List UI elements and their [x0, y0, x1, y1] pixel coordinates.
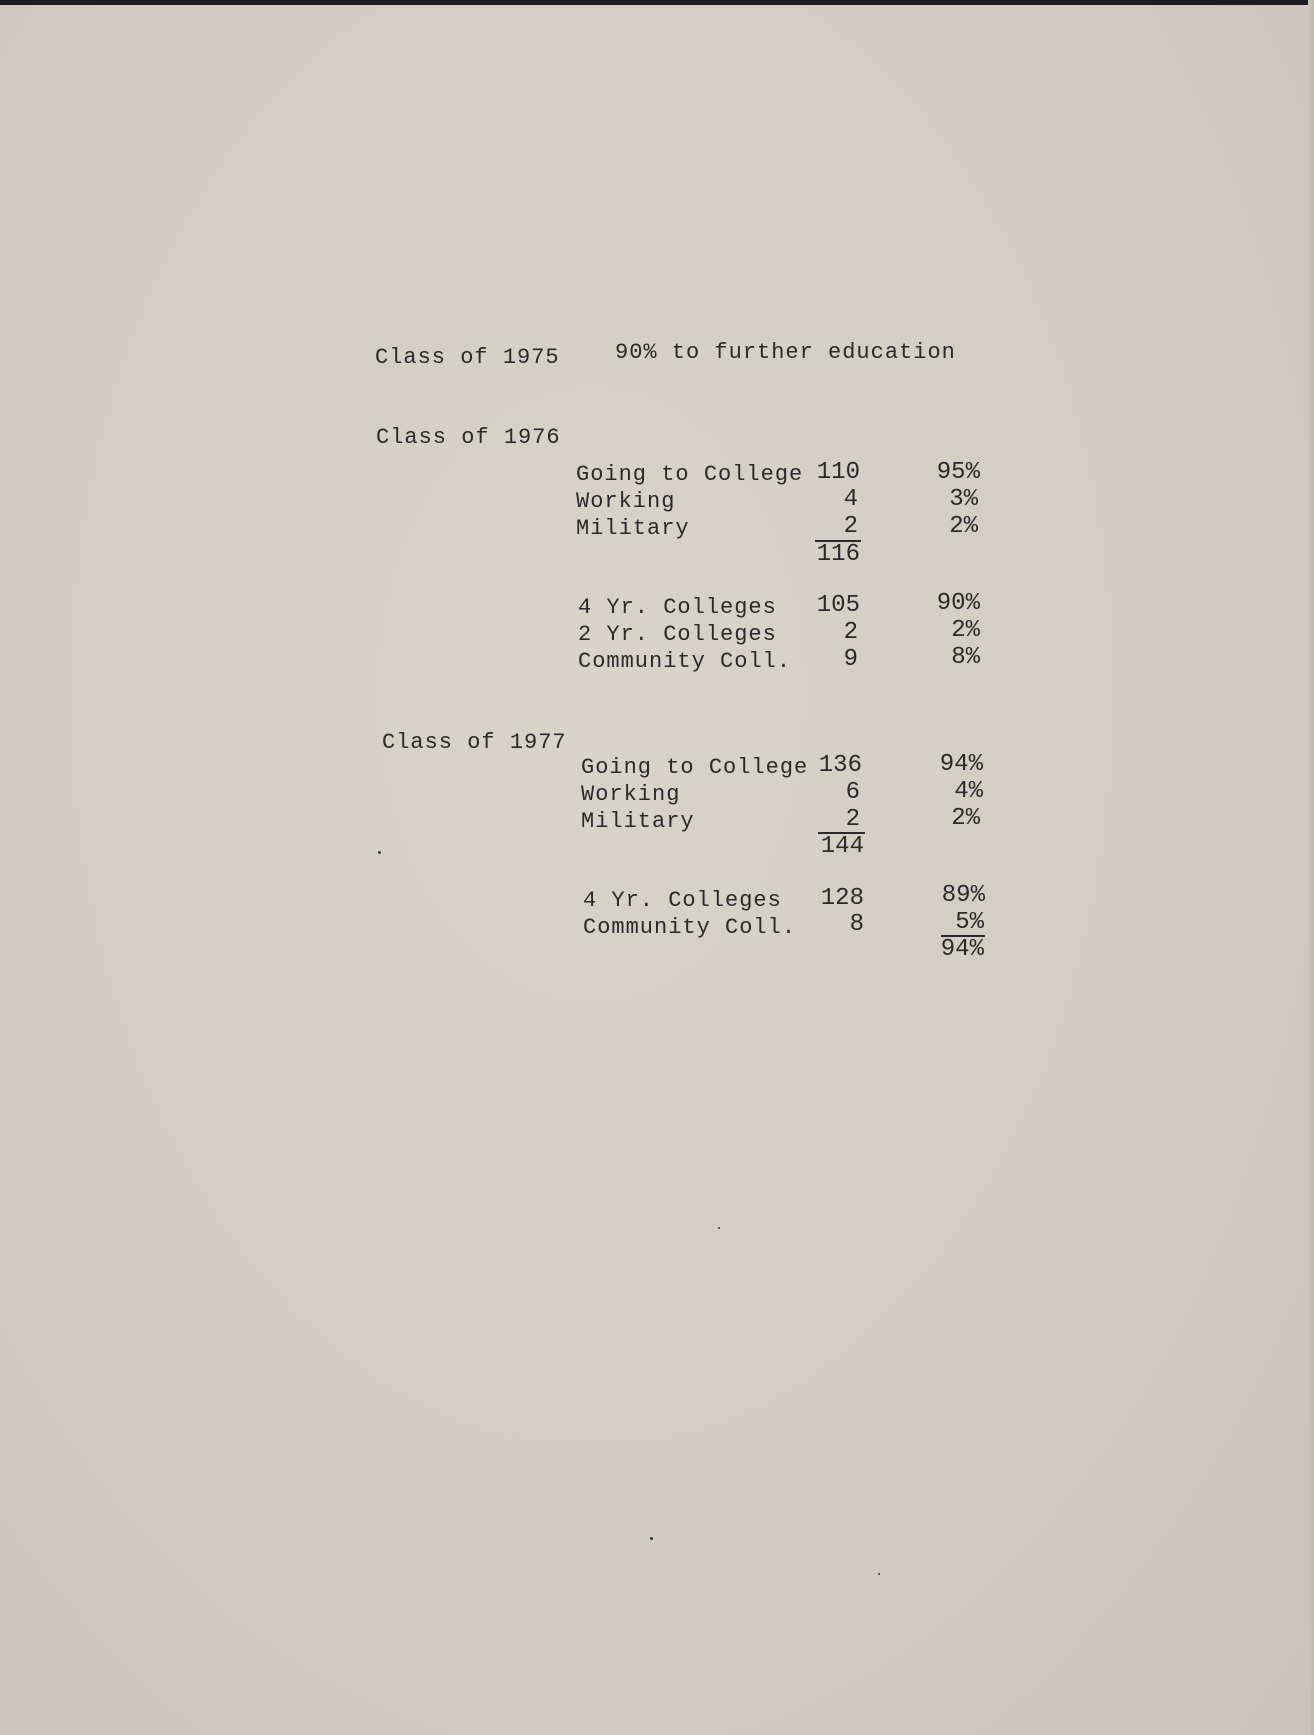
outcome-percent: 2% [951, 805, 980, 832]
outcome-label: Military [581, 809, 695, 834]
class-1975-label: Class of 1975 [375, 345, 560, 370]
scan-right-edge [1308, 0, 1314, 1735]
college-type-label: 4 Yr. Colleges [578, 595, 777, 620]
outcome-label: Going to College [581, 755, 809, 780]
outcome-count: 4 [843, 486, 858, 513]
outcome-label: Going to College [576, 462, 804, 487]
college-type-percent: 89% [941, 882, 985, 909]
college-type-count: 2 [843, 619, 858, 646]
class-1977-label: Class of 1977 [382, 730, 567, 755]
outcome-label: Working [581, 782, 681, 807]
college-type-label: 4 Yr. Colleges [583, 888, 782, 913]
outcome-percent: 95% [936, 459, 980, 486]
college-percent-total: 94% [940, 936, 984, 963]
college-type-count: 9 [843, 646, 858, 673]
outcome-percent: 2% [949, 513, 978, 540]
paper-speck [718, 1227, 720, 1229]
outcome-label: Military [576, 516, 690, 541]
college-type-label: Community Coll. [578, 649, 792, 674]
outcome-total: 116 [816, 541, 860, 568]
outcome-count: 6 [845, 779, 860, 806]
college-type-percent: 5% [955, 909, 984, 936]
college-type-label: Community Coll. [583, 915, 797, 940]
paper-speck [878, 1573, 880, 1575]
outcome-total: 144 [820, 833, 864, 860]
outcome-percent: 94% [939, 751, 983, 778]
college-type-percent: 8% [951, 644, 980, 671]
paper-speck [650, 1537, 653, 1540]
class-1976-label: Class of 1976 [376, 425, 561, 450]
outcome-count: 2 [843, 513, 858, 540]
outcome-count: 110 [816, 459, 860, 486]
class-1975-summary: 90% to further education [615, 340, 956, 365]
college-type-count: 105 [816, 592, 860, 619]
outcome-label: Working [576, 489, 676, 514]
outcome-count: 2 [845, 806, 860, 833]
college-type-count: 128 [820, 885, 864, 912]
outcome-count: 136 [818, 752, 862, 779]
outcome-percent: 3% [949, 486, 978, 513]
college-type-percent: 90% [936, 590, 980, 617]
paper-speck [378, 851, 381, 854]
outcome-percent: 4% [954, 778, 983, 805]
college-type-percent: 2% [951, 617, 980, 644]
scan-top-edge [0, 0, 1314, 5]
college-type-label: 2 Yr. Colleges [578, 622, 777, 647]
college-type-count: 8 [849, 911, 864, 938]
